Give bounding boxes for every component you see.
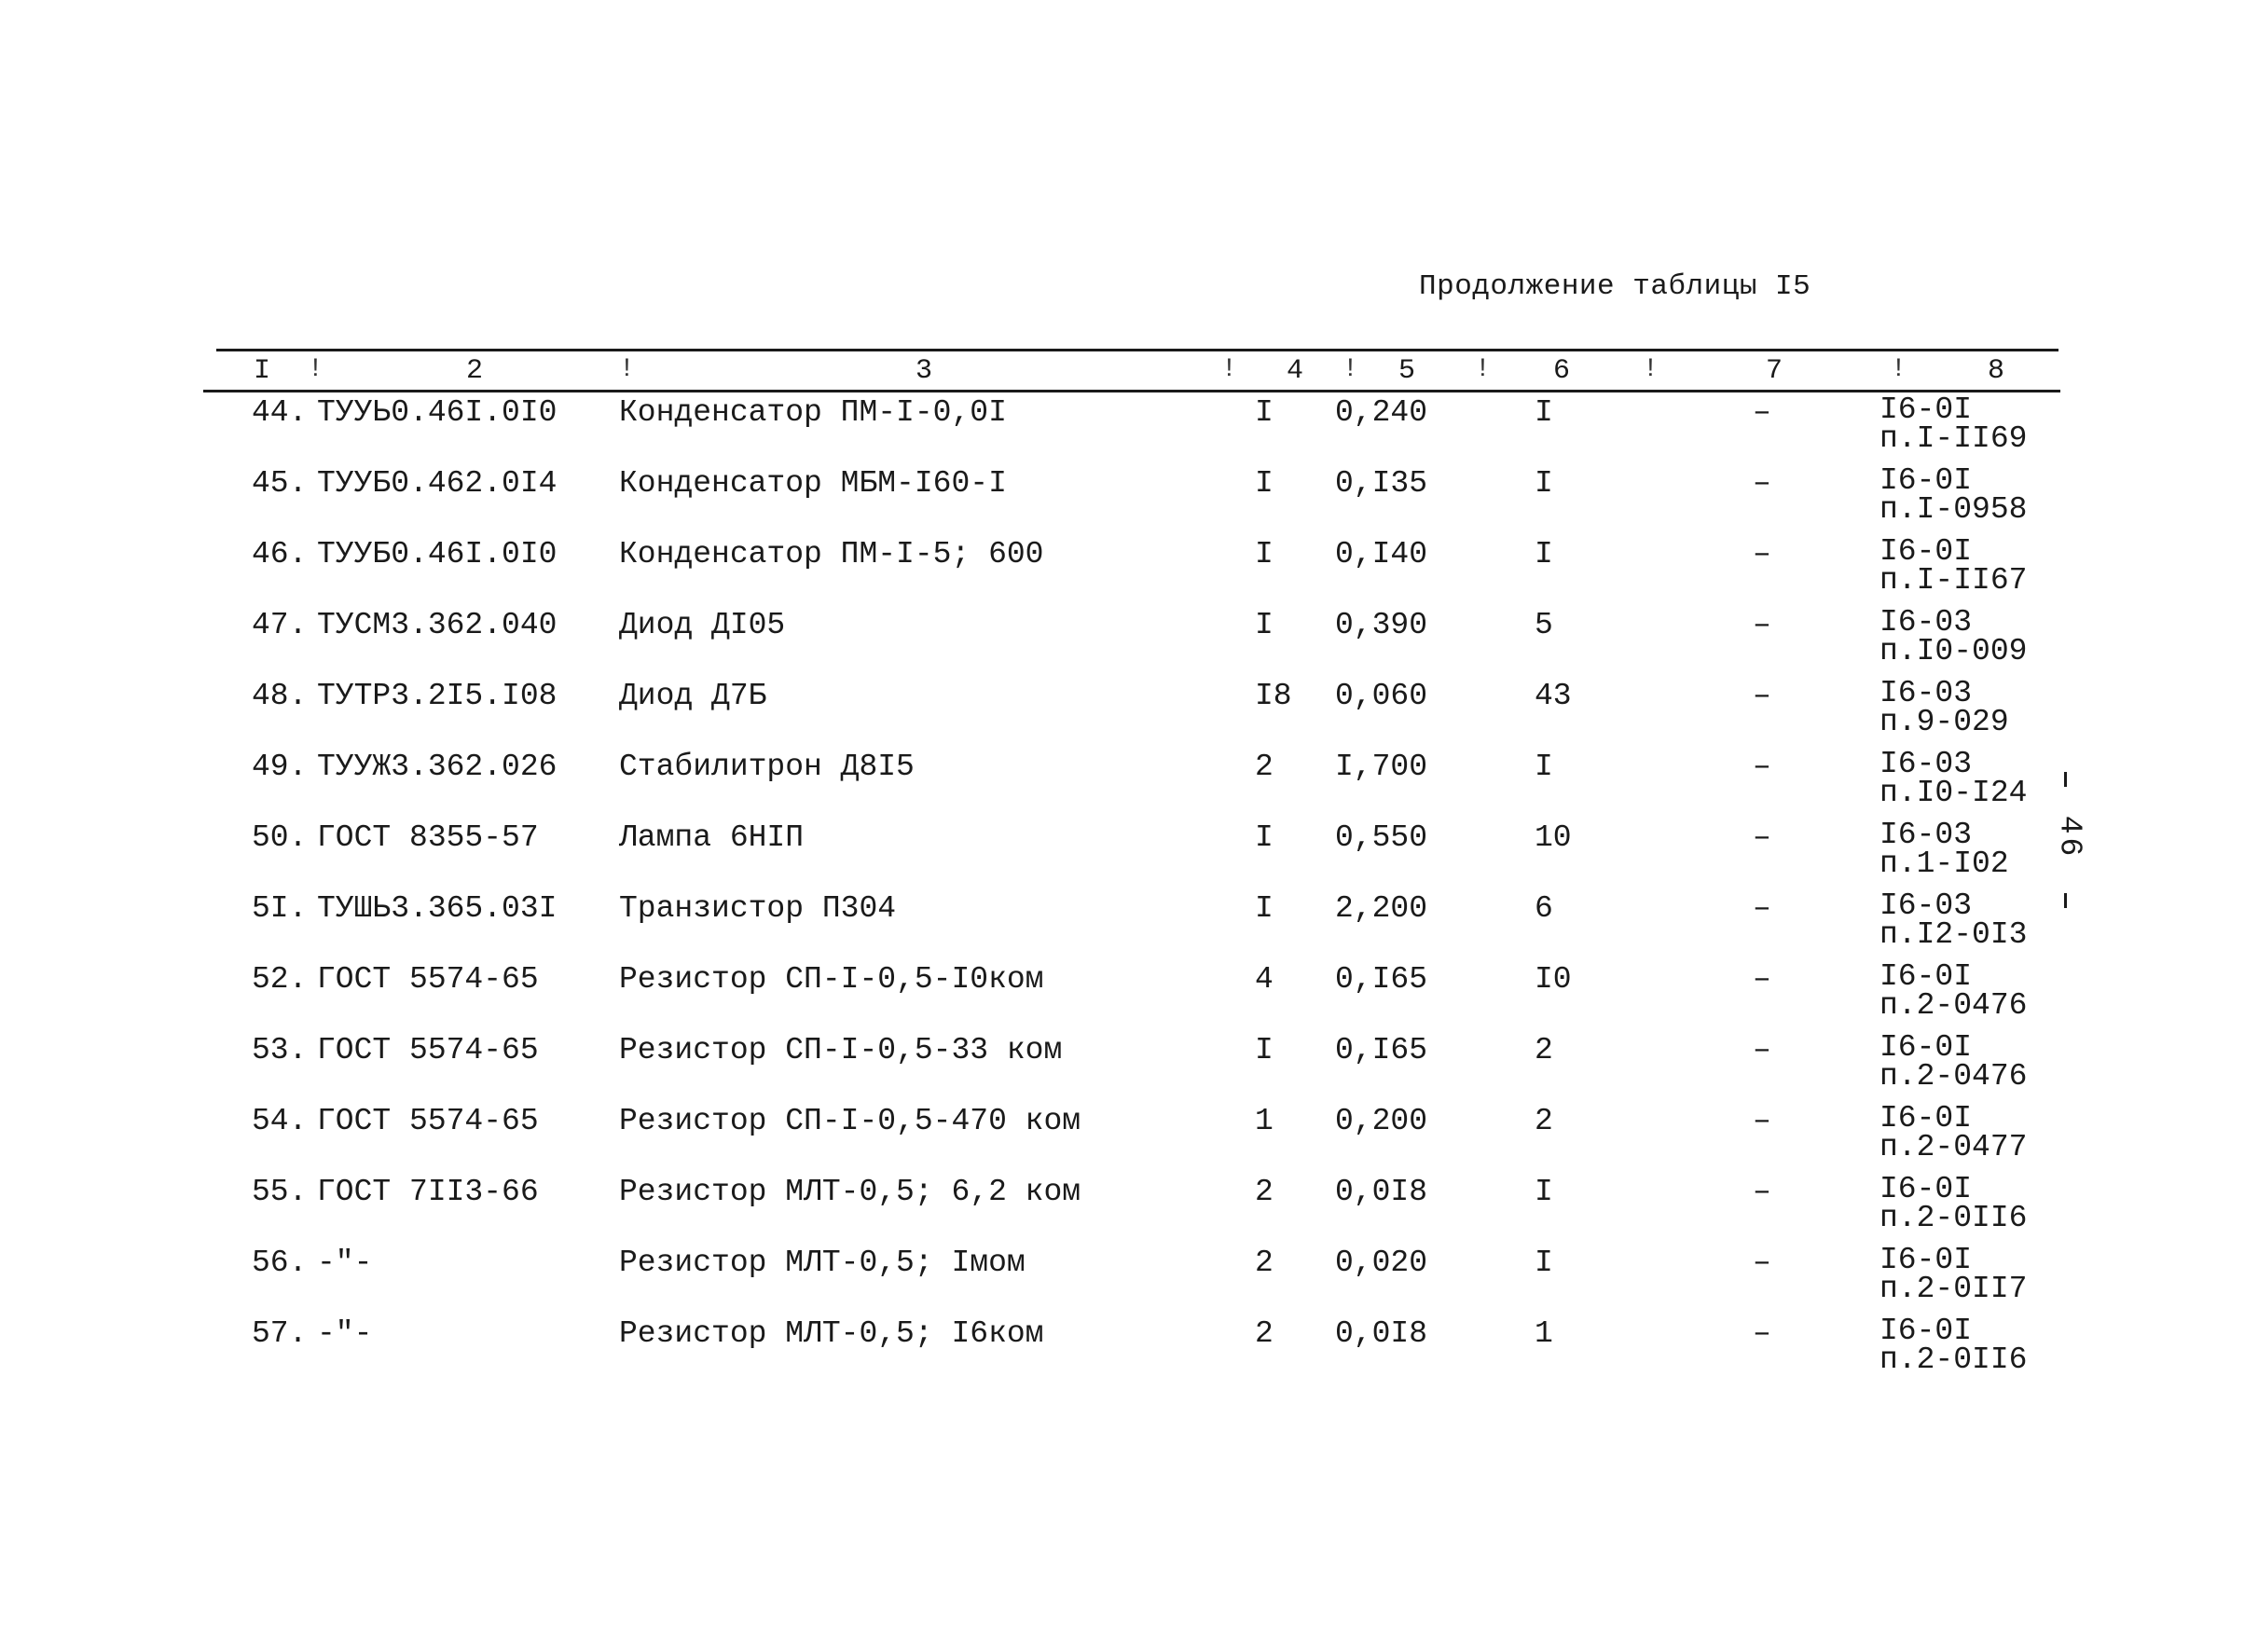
row-reference-line1: I6-03 <box>1879 747 1973 781</box>
row-reference-line2: п.2-0II6 <box>1879 1342 2028 1377</box>
row-quantity: 2 <box>1255 1316 1274 1351</box>
header-col-7: 7 <box>1766 355 1783 387</box>
row-quantity: 2 <box>1255 1246 1274 1280</box>
row-number: 53. <box>252 1033 308 1067</box>
row-name: Транзистор П304 <box>619 891 897 926</box>
header-col-6: 6 <box>1553 355 1571 387</box>
header-col-1: I <box>254 355 271 387</box>
table-row <box>0 605 2258 679</box>
row-name: Конденсатор МБМ-I60-I <box>619 466 1007 501</box>
row-col-7: – <box>1753 537 1771 571</box>
row-reference-line2: п.2-0II7 <box>1879 1272 2028 1306</box>
row-document: ГОСТ 8355-57 <box>317 820 539 855</box>
row-document: ГОСТ 5574-65 <box>317 1104 539 1138</box>
row-number: 50. <box>252 820 308 855</box>
row-price: 0,I65 <box>1335 1033 1428 1067</box>
row-name: Резистор СП-I-0,5-I0ком <box>619 962 1044 997</box>
row-price: 0,I35 <box>1335 466 1428 501</box>
row-price: 0,020 <box>1335 1246 1428 1280</box>
page-number-tick <box>2064 772 2067 787</box>
row-number: 48. <box>252 679 308 713</box>
row-name: Стабилитрон Д8I5 <box>619 750 915 784</box>
row-document: -"- <box>317 1246 373 1280</box>
row-col-7: – <box>1753 466 1771 501</box>
table-caption: Продолжение таблицы I5 <box>1419 270 1811 303</box>
row-col-6: 1 <box>1535 1316 1553 1351</box>
row-name: Резистор МЛТ-0,5; 6,2 ком <box>619 1175 1081 1209</box>
row-document: ТУУЬ0.46I.0I0 <box>317 395 558 430</box>
row-reference-line2: п.9-029 <box>1879 705 2009 739</box>
row-reference-line2: п.I-II67 <box>1879 563 2028 598</box>
row-col-7: – <box>1753 1246 1771 1280</box>
row-reference-line2: п.I-II69 <box>1879 421 2028 456</box>
row-col-7: – <box>1753 1104 1771 1138</box>
table-row <box>0 1172 2258 1246</box>
header-separator: ! <box>308 355 324 384</box>
row-col-6: 10 <box>1535 820 1572 855</box>
row-number: 45. <box>252 466 308 501</box>
row-price: 0,I65 <box>1335 962 1428 997</box>
row-reference <box>1879 605 2028 668</box>
row-name: Диод Д7Б <box>619 679 767 713</box>
header-separator: ! <box>1221 355 1237 384</box>
row-quantity: I <box>1255 820 1274 855</box>
row-name: Диод ДI05 <box>619 608 786 642</box>
row-document: ТУУЖ3.362.026 <box>317 750 558 784</box>
header-bottom-rule <box>203 390 2060 392</box>
table-row <box>0 747 2258 820</box>
header-top-rule <box>216 349 2058 351</box>
row-reference-line1: I6-0I <box>1879 1101 1973 1136</box>
row-number: 46. <box>252 537 308 571</box>
row-document: ГОСТ 5574-65 <box>317 1033 539 1067</box>
table-row <box>0 1316 2258 1387</box>
page-number: 46 <box>2052 815 2087 860</box>
row-reference-line1: I6-03 <box>1879 676 1973 710</box>
table-row <box>0 888 2258 962</box>
row-col-6: 43 <box>1535 679 1572 713</box>
row-document: ТУСМ3.362.040 <box>317 608 558 642</box>
row-price: 0,550 <box>1335 820 1428 855</box>
header-col-4: 4 <box>1287 355 1304 387</box>
row-reference-line2: п.I0-I24 <box>1879 776 2028 810</box>
row-reference-line2: п.I-0958 <box>1879 492 2028 527</box>
row-quantity: I <box>1255 466 1274 501</box>
row-document: ГОСТ 7II3-66 <box>317 1175 539 1209</box>
row-reference-line1: I6-0I <box>1879 392 1973 427</box>
row-name: Резистор СП-I-0,5-33 ком <box>619 1033 1063 1067</box>
row-reference-line1: I6-03 <box>1879 818 1973 852</box>
row-price: 0,I40 <box>1335 537 1428 571</box>
row-reference-line2: п.I0-009 <box>1879 634 2028 668</box>
row-col-6: I <box>1535 466 1553 501</box>
row-price: 2,200 <box>1335 891 1428 926</box>
row-name: Резистор МЛТ-0,5; I6ком <box>619 1316 1044 1351</box>
table-row <box>0 676 2258 750</box>
row-reference <box>1879 534 2028 598</box>
row-col-6: 5 <box>1535 608 1553 642</box>
row-reference-line1: I6-0I <box>1879 1243 1973 1277</box>
row-number: 52. <box>252 962 308 997</box>
row-document: -"- <box>317 1316 373 1351</box>
row-reference <box>1879 818 2009 881</box>
row-col-7: – <box>1753 750 1771 784</box>
row-price: 0,060 <box>1335 679 1428 713</box>
row-col-7: – <box>1753 679 1771 713</box>
row-price: 0,240 <box>1335 395 1428 430</box>
row-col-6: I0 <box>1535 962 1572 997</box>
row-document: ТУУБ0.462.0I4 <box>317 466 558 501</box>
row-col-6: 2 <box>1535 1033 1553 1067</box>
row-col-7: – <box>1753 1033 1771 1067</box>
row-quantity: I <box>1255 608 1274 642</box>
header-col-8: 8 <box>1988 355 2005 387</box>
header-col-5: 5 <box>1398 355 1416 387</box>
row-reference-line1: I6-0I <box>1879 1314 1973 1348</box>
row-reference-line2: п.2-0476 <box>1879 1059 2028 1094</box>
row-reference <box>1879 747 2028 810</box>
row-col-6: 2 <box>1535 1104 1553 1138</box>
row-reference <box>1879 1101 2028 1164</box>
row-reference-line2: п.2-0476 <box>1879 988 2028 1023</box>
row-reference <box>1879 1030 2028 1094</box>
row-quantity: I <box>1255 395 1274 430</box>
row-name: Конденсатор ПМ-I-0,0I <box>619 395 1007 430</box>
row-col-6: 6 <box>1535 891 1553 926</box>
row-col-7: – <box>1753 608 1771 642</box>
row-number: 44. <box>252 395 308 430</box>
table-row <box>0 1243 2258 1316</box>
row-reference <box>1879 959 2028 1023</box>
row-price: 0,0I8 <box>1335 1316 1428 1351</box>
header-separator: ! <box>1643 355 1659 384</box>
row-document: ГОСТ 5574-65 <box>317 962 539 997</box>
row-reference-line1: I6-0I <box>1879 1172 1973 1206</box>
table-row <box>0 1030 2258 1104</box>
row-reference <box>1879 676 2009 739</box>
row-price: 0,0I8 <box>1335 1175 1428 1209</box>
row-document: ТУУБ0.46I.0I0 <box>317 537 558 571</box>
table-row <box>0 534 2258 608</box>
row-col-7: – <box>1753 820 1771 855</box>
row-reference-line1: I6-03 <box>1879 888 1973 923</box>
row-reference <box>1879 1314 2028 1377</box>
row-name: Резистор СП-I-0,5-470 ком <box>619 1104 1081 1138</box>
header-col-2: 2 <box>466 355 484 387</box>
row-name: Резистор МЛТ-0,5; Iмом <box>619 1246 1026 1280</box>
row-quantity: 4 <box>1255 962 1274 997</box>
row-number: 54. <box>252 1104 308 1138</box>
row-reference-line2: п.1-I02 <box>1879 847 2009 881</box>
row-reference-line1: I6-0I <box>1879 534 1973 569</box>
row-reference-line2: п.2-0477 <box>1879 1130 2028 1164</box>
table-row <box>0 820 2258 891</box>
row-col-6: I <box>1535 1246 1553 1280</box>
row-reference-line2: п.I2-0I3 <box>1879 917 2028 952</box>
row-reference-line1: I6-03 <box>1879 605 1973 640</box>
row-reference <box>1879 1243 2028 1306</box>
header-separator: ! <box>1891 355 1907 384</box>
row-reference-line1: I6-0I <box>1879 959 1973 994</box>
row-quantity: 2 <box>1255 750 1274 784</box>
row-document: ТУШЬ3.365.03I <box>317 891 558 926</box>
row-name: Конденсатор ПМ-I-5; 600 <box>619 537 1044 571</box>
row-reference <box>1879 463 2028 527</box>
row-name: Лампа 6НIП <box>619 820 805 855</box>
row-number: 57. <box>252 1316 308 1351</box>
row-col-7: – <box>1753 1175 1771 1209</box>
row-price: 0,390 <box>1335 608 1428 642</box>
row-col-6: I <box>1535 1175 1553 1209</box>
row-number: 56. <box>252 1246 308 1280</box>
table-header <box>0 355 2258 389</box>
row-quantity: I <box>1255 891 1274 926</box>
table-row <box>0 463 2258 537</box>
row-col-7: – <box>1753 962 1771 997</box>
row-price: 0,200 <box>1335 1104 1428 1138</box>
row-col-6: I <box>1535 537 1553 571</box>
row-reference <box>1879 888 2028 952</box>
row-reference-line1: I6-0I <box>1879 463 1973 498</box>
row-reference <box>1879 1172 2028 1235</box>
row-document: ТУТР3.2I5.I08 <box>317 679 558 713</box>
header-separator: ! <box>619 355 635 384</box>
row-reference-line2: п.2-0II6 <box>1879 1201 2028 1235</box>
row-reference <box>1879 392 2028 456</box>
row-col-7: – <box>1753 891 1771 926</box>
row-price: I,700 <box>1335 750 1428 784</box>
page-number-tick <box>2064 893 2067 908</box>
row-number: 47. <box>252 608 308 642</box>
row-col-7: – <box>1753 395 1771 430</box>
row-reference-line1: I6-0I <box>1879 1030 1973 1065</box>
row-col-6: I <box>1535 395 1553 430</box>
table-row <box>0 392 2258 466</box>
row-number: 49. <box>252 750 308 784</box>
row-quantity: I <box>1255 537 1274 571</box>
table-row <box>0 959 2258 1033</box>
row-col-6: I <box>1535 750 1553 784</box>
row-quantity: 1 <box>1255 1104 1274 1138</box>
table-row <box>0 1101 2258 1175</box>
row-col-7: – <box>1753 1316 1771 1351</box>
row-quantity: I8 <box>1255 679 1292 713</box>
row-number: 5I. <box>252 891 308 926</box>
row-number: 55. <box>252 1175 308 1209</box>
header-col-3: 3 <box>916 355 933 387</box>
header-separator: ! <box>1475 355 1491 384</box>
header-separator: ! <box>1342 355 1358 384</box>
row-quantity: I <box>1255 1033 1274 1067</box>
row-quantity: 2 <box>1255 1175 1274 1209</box>
